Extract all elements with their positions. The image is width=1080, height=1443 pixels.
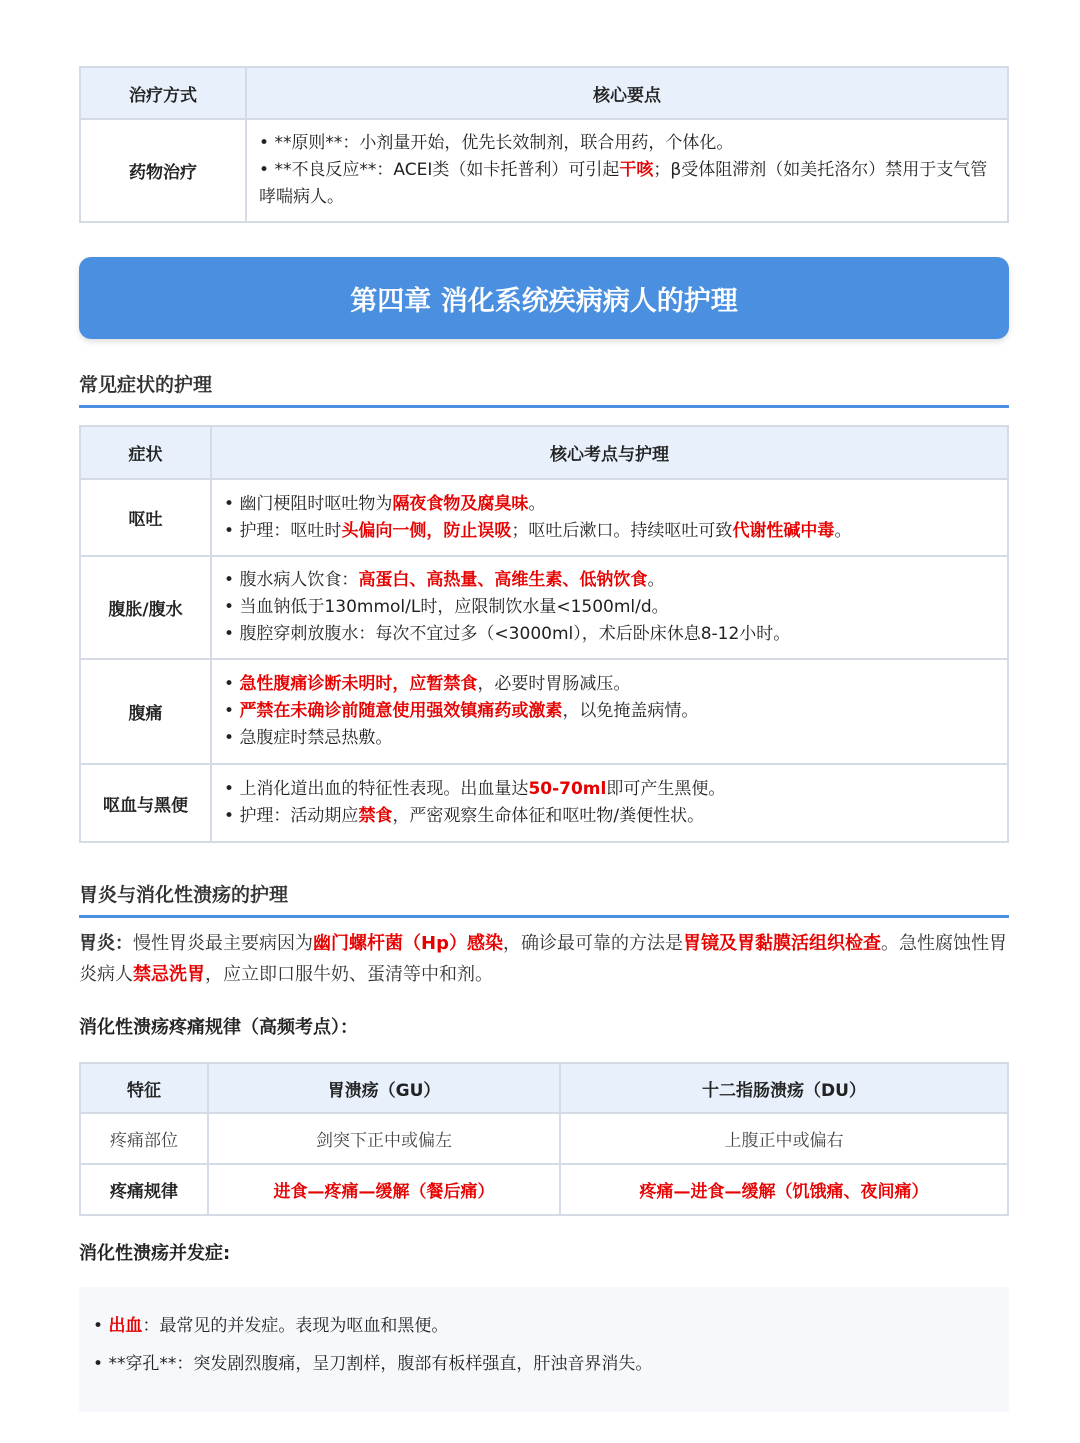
- header-du: 十二指肠溃疡（DU）: [560, 1063, 1008, 1113]
- row-label-drug-therapy: 药物治疗: [80, 119, 246, 222]
- row-label-vomiting: 呕吐: [80, 479, 211, 556]
- list-item: • 出血：最常见的并发症。表现为呕血和黑便。: [93, 1316, 449, 1336]
- ulcer-table: [79, 1062, 1009, 1216]
- header-feature: 特征: [80, 1063, 208, 1113]
- table-row: 呕吐 • 幽门梗阻时呕吐物为隔夜食物及腐臭味。 • 护理：呕吐时头偏向一侧，防止误吸；呕吐后漱口。持续呕吐可致代谢性碱中毒。: [80, 479, 1008, 556]
- header-symptom: 症状: [80, 426, 211, 479]
- table-row: 呕血与黑便 • 上消化道出血的特征性表现。出血量达50-70ml即可产生黑便。 • 护理：活动期应禁食，严密观察生命体征和呕吐物/粪便性状。: [80, 764, 1008, 842]
- header-gu: 胃溃疡（GU）: [208, 1063, 560, 1113]
- header-key-points: 核心考点与护理: [211, 426, 1008, 479]
- complications-subhead: 消化性溃疡并发症:: [79, 1243, 231, 1264]
- row-label-ascites: 腹胀/腹水: [80, 556, 211, 659]
- chapter-banner: 第四章 消化系统疾病病人的护理: [79, 257, 1009, 339]
- table-row: 腹痛 • 急性腹痛诊断未明时，应暂禁食，必要时胃肠减压。 • 严禁在未确诊前随意使用强效镇痛药或激素，以免掩盖病情。 • 急腹症时禁忌热敷。: [80, 659, 1008, 764]
- section-title-symptoms: 常见症状的护理: [79, 370, 1009, 408]
- section-title-gastritis: 胃炎与消化性溃疡的护理: [79, 880, 1009, 918]
- drug-therapy-points: [246, 119, 1008, 222]
- principle-line: • **原则**：小剂量开始，优先长效制剂，联合用药，个体化。: [259, 130, 995, 157]
- list-item: • **穿孔**：突发剧烈腹痛，呈刀割样，腹部有板样强直，肝浊音界消失。: [93, 1354, 653, 1374]
- complications-box: [79, 1287, 1009, 1412]
- table-row: 疼痛部位 剑突下正中或偏左 上腹正中或偏右: [80, 1113, 1008, 1164]
- adverse-reaction-line: • **不良反应**：ACEI类（如卡托普利）可引起干咳；β受体阻滞剂（如美托洛尔）禁用于支气管哮喘病人。: [259, 157, 995, 211]
- header-core-points: 核心要点: [246, 67, 1008, 119]
- treatment-table: [79, 66, 1009, 223]
- gastritis-paragraph: 胃炎：慢性胃炎最主要病因为幽门螺杆菌（Hp）感染，确诊最可靠的方法是胃镜及胃黏膜活组织检查。急性腐蚀性胃炎病人禁忌洗胃，应立即口服牛奶、蛋清等中和剂。: [79, 933, 1007, 985]
- table-row: 腹胀/腹水 • 腹水病人饮食：高蛋白、高热量、高维生素、低钠饮食。 • 当血钠低于130mmol/L时，应限制饮水量<1500ml/d。 • 腹腔穿刺放腹水：每次不宜过多（<3000ml），术后卧床休息8-12小时。: [80, 556, 1008, 659]
- row-label-hematemesis: 呕血与黑便: [80, 764, 211, 842]
- header-treatment-method: 治疗方式: [80, 67, 246, 119]
- symptoms-table: [79, 425, 1009, 843]
- row-label-abdominal-pain: 腹痛: [80, 659, 211, 764]
- ulcer-pain-subhead: 消化性溃疡疼痛规律（高频考点）：: [79, 1017, 358, 1038]
- table-row: 疼痛规律 进食—疼痛—缓解（餐后痛） 疼痛—进食—缓解（饥饿痛、夜间痛）: [80, 1164, 1008, 1215]
